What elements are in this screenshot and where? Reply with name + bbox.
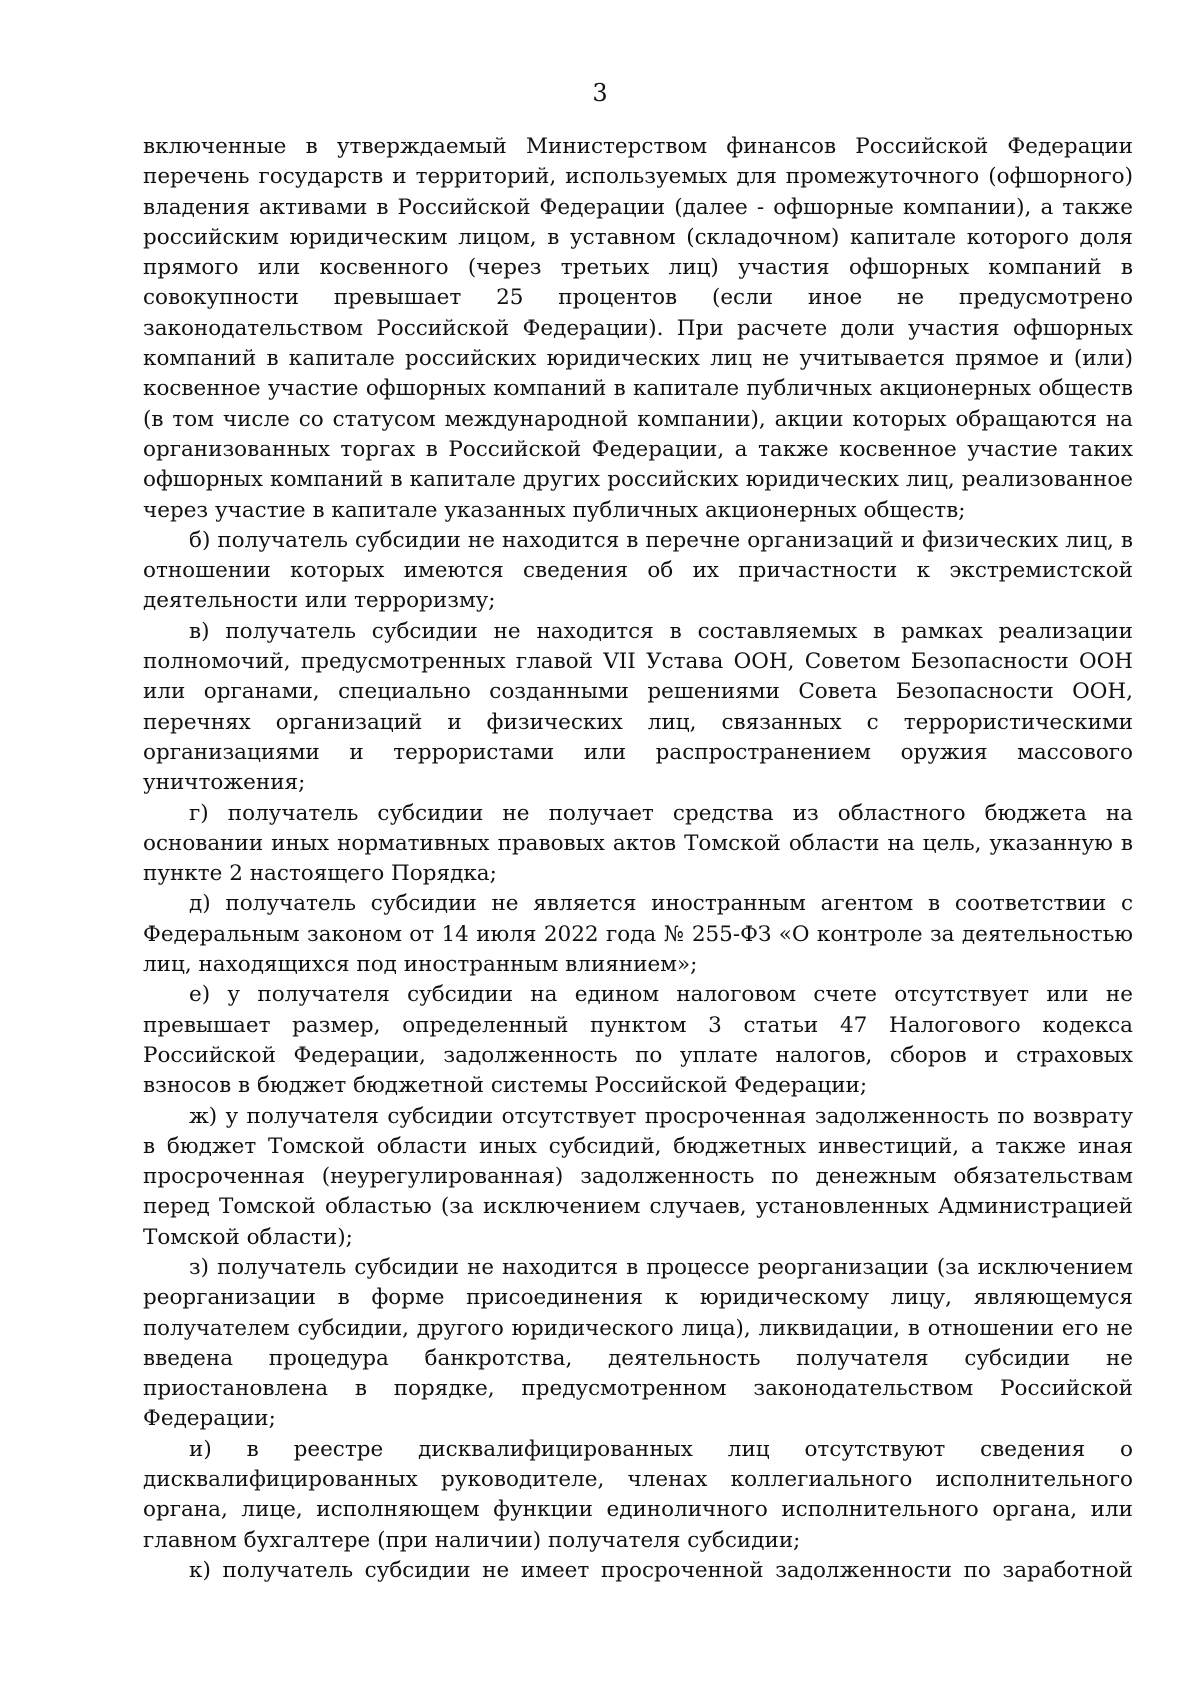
document-text-line: в) получатель субсидии не находится в составляемых в рамках реализации xyxy=(189,618,1133,644)
document-text-line: российским юридическим лицом, в уставном (складочном) капитале которого доля xyxy=(143,224,1133,250)
document-text-line: деятельности или терроризму; xyxy=(143,588,496,614)
document-text-line: просроченная (неурегулированная) задолженность по денежным обязательствам xyxy=(143,1164,1133,1190)
document-text-line: органа, лице, исполняющем функции единоличного исполнительного органа, или xyxy=(143,1497,1133,1523)
document-text-line: полномочий, предусмотренных главой VII Устава ООН, Советом Безопасности ООН xyxy=(143,649,1133,675)
document-text-line: пункте 2 настоящего Порядка; xyxy=(143,861,497,887)
document-text-line: б) получатель субсидии не находится в перечне организаций и физических лиц, в xyxy=(189,527,1133,553)
document-text-line: перед Томской областью (за исключением случаев, установленных Администрацией xyxy=(143,1194,1133,1220)
document-text-line: получателем субсидии, другого юридического лица), ликвидации, в отношении его не xyxy=(143,1315,1133,1341)
document-text-line: д) получатель субсидии не является иностранным агентом в соответствии с xyxy=(189,891,1133,917)
document-text-line: компаний в капитале российских юридических лиц не учитывается прямое и (или) xyxy=(143,346,1133,372)
document-text-line: основании иных нормативных правовых актов Томской области на цель, указанную в xyxy=(143,830,1133,856)
document-text-line: перечень государств и территорий, используемых для промежуточного (офшорного) xyxy=(143,164,1133,190)
document-text-line: организациями и террористами или распространением оружия массового xyxy=(143,739,1133,765)
document-text-line: Федерации; xyxy=(143,1406,276,1432)
document-text-line: з) получатель субсидии не находится в процессе реорганизации (за исключением xyxy=(189,1254,1133,1280)
document-text-line: введена процедура банкротства, деятельность получателя субсидии не xyxy=(143,1345,1133,1371)
document-text-line: Российской Федерации, задолженность по уплате налогов, сборов и страховых xyxy=(143,1042,1133,1068)
document-text-line: прямого или косвенного (через третьих лиц) участия офшорных компаний в xyxy=(143,255,1133,281)
page-number: 3 xyxy=(592,79,608,107)
document-text-line: взносов в бюджет бюджетной системы Российской Федерации; xyxy=(143,1073,868,1099)
document-text-line: ж) у получателя субсидии отсутствует просроченная задолженность по возврату xyxy=(189,1103,1133,1129)
document-body xyxy=(143,132,1133,1586)
document-text-line: совокупности превышает 25 процентов (если иное не предусмотрено xyxy=(143,285,1133,311)
document-text-line: превышает размер, определенный пунктом 3 статьи 47 Налогового кодекса xyxy=(143,1012,1133,1038)
document-text-line: (в том числе со статусом международной компании), акции которых обращаются на xyxy=(143,406,1133,432)
document-text-line: к) получатель субсидии не имеет просроченной задолженности по заработной xyxy=(189,1557,1133,1583)
document-text-line: Томской области); xyxy=(143,1224,353,1250)
document-text-line: е) у получателя субсидии на едином налоговом счете отсутствует или не xyxy=(189,982,1133,1008)
document-text-line: или органами, специально созданными решениями Совета Безопасности ООН, xyxy=(143,679,1133,705)
document-text-line: Федеральным законом от 14 июля 2022 года № 255-ФЗ «О контроле за деятельностью xyxy=(143,921,1133,947)
document-text-line: лиц, находящихся под иностранным влиянием»; xyxy=(143,952,698,978)
document-text-line: дисквалифицированных руководителе, членах коллегиального исполнительного xyxy=(143,1467,1133,1493)
document-text-line: в бюджет Томской области иных субсидий, бюджетных инвестиций, а также иная xyxy=(143,1133,1133,1159)
document-text-line: реорганизации в форме присоединения к юридическому лицу, являющемуся xyxy=(143,1285,1133,1311)
document-text-line: законодательством Российской Федерации). При расчете доли участия офшорных xyxy=(143,315,1133,341)
document-text-line: косвенное участие офшорных компаний в капитале публичных акционерных обществ xyxy=(143,376,1133,402)
document-text-line: г) получатель субсидии не получает средства из областного бюджета на xyxy=(189,800,1133,826)
document-text-line: включенные в утверждаемый Министерством финансов Российской Федерации xyxy=(143,134,1133,159)
document-text-line: организованных торгах в Российской Федерации, а также косвенное участие таких xyxy=(143,436,1133,462)
document-text-line: перечнях организаций и физических лиц, связанных с террористическими xyxy=(143,709,1133,735)
document-text-line: приостановлена в порядке, предусмотренном законодательством Российской xyxy=(143,1376,1133,1402)
document-text-line: через участие в капитале указанных публичных акционерных обществ; xyxy=(143,497,966,523)
document-text-line: главном бухгалтере (при наличии) получателя субсидии; xyxy=(143,1527,801,1553)
document-text-line: владения активами в Российской Федерации (далее - офшорные компании), а также xyxy=(143,194,1133,220)
document-text-line: отношении которых имеются сведения об их причастности к экстремистской xyxy=(143,558,1133,584)
document-text-line: и) в реестре дисквалифицированных лиц отсутствуют сведения о xyxy=(189,1436,1133,1462)
document-text-line: офшорных компаний в капитале других российских юридических лиц, реализованное xyxy=(143,467,1133,493)
document-text-line: уничтожения; xyxy=(143,770,306,796)
